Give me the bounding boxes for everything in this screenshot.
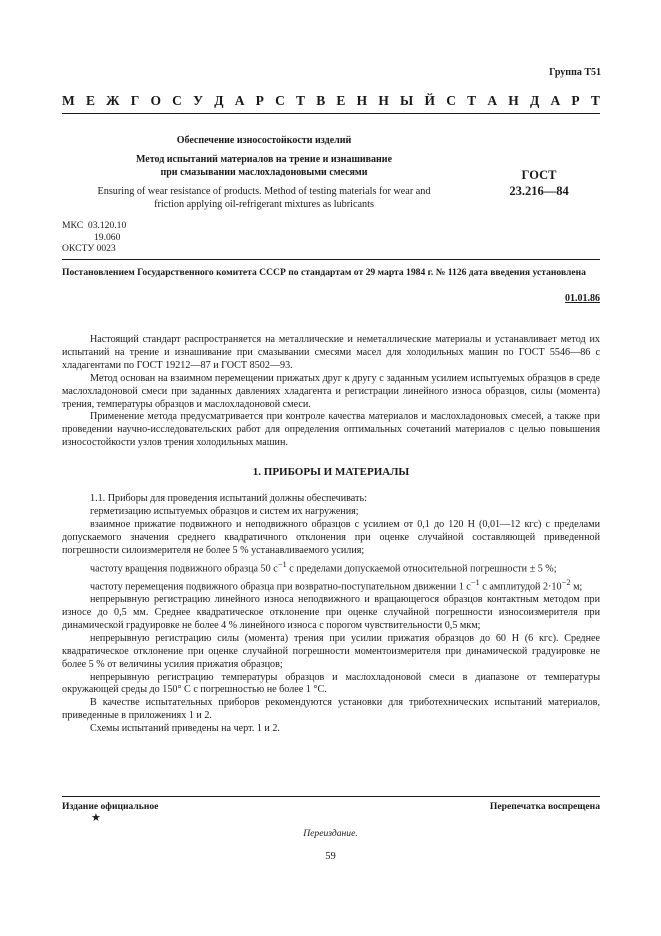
- intro-paragraph-3: Применение метода предусматривается при контроле качества материалов и маслохладоновых смесей, а также при проведении научно-исследовательских работ для определения оптимальных сочетаний материалов с целью повышения износостойкости узлов трения холодильных машин.: [62, 411, 600, 449]
- top-rule: [62, 113, 600, 114]
- page-number: 59: [325, 851, 336, 862]
- banner-letter: Р: [255, 93, 264, 108]
- mks-code-2: 19.060: [94, 231, 121, 243]
- banner-letter: Й: [424, 93, 435, 108]
- decree-rule: [62, 259, 600, 260]
- title-ru-line-1: Обеспечение износостойкости изделий: [176, 135, 352, 146]
- banner-letter: М: [62, 93, 75, 108]
- mks-label: МКС: [62, 220, 84, 231]
- section-1-paragraph-8: непрерывную регистрацию температуры образцов и маслохладоновой смеси в диапазоне от температуры окружающей среды до 150° С с погрешностью не более 1 °С.: [62, 671, 600, 696]
- star-icon: ★: [91, 812, 101, 824]
- mks-code-1: 03.120.10: [87, 220, 127, 231]
- decree-text: Постановлением Государственного комитета СССР по стандартам от 29 марта 1984 г. № 1126 дата введения установлена: [62, 267, 586, 278]
- reprint-prohibited-label: Перепечатка воспрещена: [489, 801, 600, 812]
- section-1-paragraph-5: частоту перемещения подвижного образца при возвратно-поступательном движении 1 $с^{-1}$ с амплитудой $2\cdot 10^{-2}$ м;: [90, 576, 583, 593]
- section-1-paragraph-6: непрерывную регистрацию линейного износа неподвижного и вращающегося образцов контактным методом при износе до 0,5 мм. Среднее квадратическое отклонение при оценке случайной погрешности износоизмерителя при динамической градуировке не более 4 % линейного износа с порогом чувствительности 0,5 мкм;: [62, 594, 600, 631]
- banner-letter: Д: [214, 93, 224, 108]
- banner-letter: У: [193, 93, 204, 108]
- banner-letter: С: [275, 93, 285, 108]
- banner-letter: Р: [571, 93, 580, 108]
- section-1-body: [62, 493, 600, 736]
- section-1-paragraph-10: Схемы испытаний приведены на черт. 1 и 2.: [90, 723, 280, 735]
- okstu-code: ОКСТУ 0023: [62, 243, 116, 254]
- section-1-paragraph-9: В качестве испытательных приборов рекомендуются установки для триботехнических испытаний материалов, приведенные в приложениях 1 и 2.: [62, 697, 600, 722]
- banner-letter: Г: [130, 93, 140, 108]
- banner-letter: Н: [356, 93, 368, 108]
- section-1-paragraph-7: непрерывную регистрацию силы (момента) трения при усилии прижатия образцов до 60 Н (6 кгс). Среднее квадратическое отклонение при оценке случайной погрешности моментоизмерителя при динамической градуировке не более 5 % от величины усилия прижатия образцов;: [62, 632, 600, 670]
- gost-label: ГОСТ: [521, 168, 557, 182]
- banner-letter: С: [172, 93, 182, 108]
- title-en-line-1: Ensuring of wear resistance of products. Method of testing materials for wear and: [97, 186, 431, 197]
- banner-letter: А: [234, 93, 245, 108]
- banner-letter: Д: [529, 93, 540, 108]
- intro-paragraph-2: Метод основан на взаимном перемещении прижатых друг к другу с заданным усилием испытуемых образцов в среде маслохладоновой смеси при заданных давлениях хладагента и регистрации линейного износа образцов, силы (момента) трения, температуры образцов и маслохладоновой смеси.: [62, 372, 600, 410]
- banner-letter: Е: [85, 93, 95, 108]
- section-1-paragraph-2: герметизацию испытуемых образцов и систем их нагружения;: [90, 505, 359, 517]
- title-en-line-2: friction applying oil-refrigerant mixtures as lubricants: [154, 199, 374, 210]
- banner-letter: В: [316, 93, 326, 108]
- intro-paragraph-1: Настоящий стандарт распространяется на металлические и неметаллические материалы и устанавливает метод их испытаний на трение и изнашивание при смазывании смесями масел для холодильных машин по ГОСТ 5546—86 с хладагентами по ГОСТ 19212—87 и ГОСТ 8502—93.: [62, 334, 600, 371]
- banner-letter: О: [150, 93, 161, 108]
- banner-letter: А: [487, 93, 498, 108]
- title-ru-line-2: Метод испытаний материалов на трение и изнашивание: [135, 154, 393, 165]
- banner-letter: Ж: [106, 93, 120, 108]
- banner-letter: Ы: [400, 93, 414, 108]
- section-1-paragraph-1: 1.1. Приборы для проведения испытаний должны обеспечивать:: [90, 493, 367, 504]
- group-code: Группа Т51: [549, 67, 601, 78]
- banner-letter: Т: [590, 93, 600, 108]
- banner-letter: Т: [467, 93, 477, 108]
- classification-block: [62, 220, 126, 255]
- footer-rule: [62, 796, 600, 797]
- reissue-label: Переиздание.: [303, 828, 358, 839]
- section-1-heading: 1. ПРИБОРЫ И МАТЕРИАЛЫ: [252, 466, 410, 478]
- banner-letter: А: [550, 93, 561, 108]
- intro-section: [62, 334, 600, 450]
- banner-letter: Е: [336, 93, 346, 108]
- section-1-paragraph-3: взаимное прижатие подвижного и неподвижного образцов с усилием от 0,1 до 120 Н (0,01—12 кгс) с пределами допускаемого значения среднего квадратичного отклонения при оценке случайной составляющей приведенной погрешности силоизмерителя не более 5 % устанавливаемого усилия;: [62, 518, 600, 556]
- gost-number: 23.216—84: [509, 184, 569, 198]
- banner-letter: Т: [296, 93, 306, 108]
- standard-banner: [62, 93, 600, 109]
- banner-letter: Н: [508, 93, 519, 108]
- introduction-date: 01.01.86: [565, 293, 600, 304]
- title-ru-line-3: при смазывании маслохладоновыми смесями: [160, 167, 368, 178]
- section-1-paragraph-4: частоту вращения подвижного образца 50 $с^{-1}$ с пределами допускаемой относительной погрешности ± 5 %;: [90, 558, 557, 574]
- official-edition-label: Издание официальное: [62, 801, 159, 812]
- banner-letter: Н: [378, 93, 389, 108]
- banner-letter: С: [446, 93, 456, 108]
